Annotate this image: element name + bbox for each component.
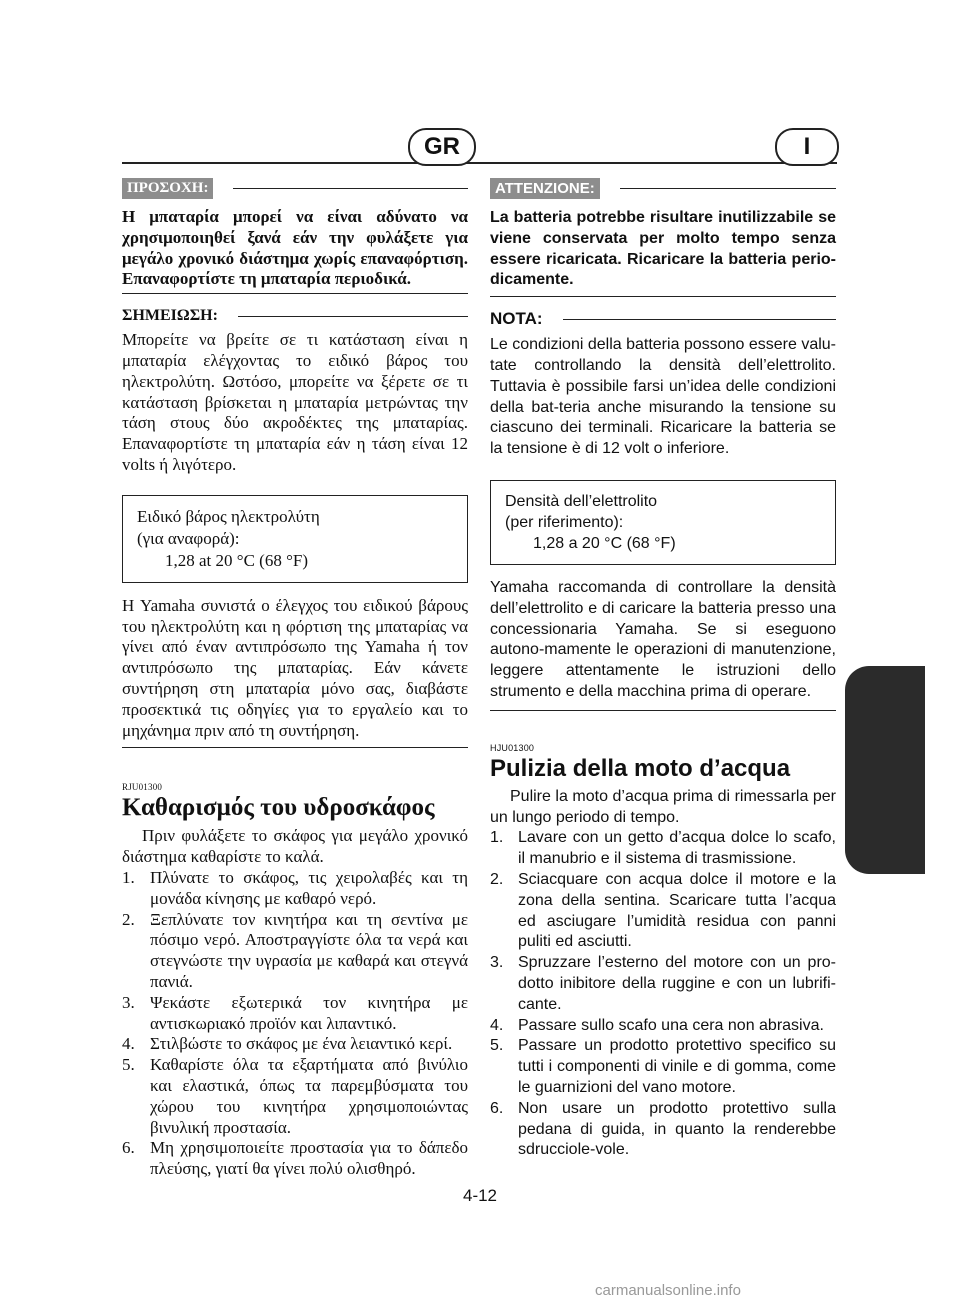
list-item: 3. Spruzzare l’esterno del motore con un pro-dotto inibitore della ruggine e con un lubrifi-cante. xyxy=(490,954,836,1013)
note-text: Le condizioni della batteria possono essere valu-tate controllando la densità dell’elettrolito. Tuttavia è possibile farsi un’idea delle condizioni della bat-teria anche misurando la tensione su ciascuno dei terminali. Ricaricare la batteria se la tensione è di 12 volt o inferiore. xyxy=(490,336,836,458)
divider xyxy=(490,710,836,711)
italian-column xyxy=(490,178,836,1161)
list-item: 4. Passare sullo scafo una cera non abrasiva. xyxy=(490,1016,824,1034)
section-title: Pulizia della moto d’acqua xyxy=(490,754,791,782)
greek-column xyxy=(122,178,468,1180)
recommendation-text: Yamaha raccomanda di controllare la densità dell’elettrolito e di caricare la batteria presso una concessionaria Yamaha. Se si eseguono autono-mamente le operazioni di manutenzione, leggere attentamente le istruzioni dello strumento e della macchina prima di operare. xyxy=(490,578,836,700)
list-item: 5. Καθαρίστε όλα τα εξαρτήματα από βινύλιο και ελαστικά, όπως τα παρεμβύσματα του χώρου του κινητήρα χρησιμοποιώντας βινυλική προστασία. xyxy=(122,1055,468,1137)
caution-header xyxy=(490,178,836,199)
spec-box xyxy=(122,495,468,583)
divider xyxy=(122,747,468,748)
spec-value: 1,28 at 20 °C (68 °F) xyxy=(165,550,308,570)
caution-text: La batteria potrebbe risultare inutilizzabile se viene conservata per molto tempo senza essere ricaricata. Ricaricare la batteria perio-dicamente. xyxy=(490,209,836,289)
caution-header xyxy=(122,178,468,199)
section-intro: Πριν φυλάξετε το σκάφος για μεγάλο χρονικό διάστημα καθαρίστε το καλά. xyxy=(122,826,468,867)
list-item: 3. Ψεκάστε εξωτερικά τον κινητήρα με αντισκωριακό προϊόν και λιπαντικό. xyxy=(122,992,468,1033)
spec-line: (για αναφορά): xyxy=(137,528,240,548)
caution-text: Η μπαταρία μπορεί να είναι αδύνατο να χρησιμοποιηθεί ξανά εάν την φυλάξετε για μεγάλο χρονικό διάστημα χωρίς επαναφόρτιση. Επαναφορτίστε τη μπαταρία περιοδικά. xyxy=(122,207,468,289)
note-text: Μπορείτε να βρείτε σε τι κατάσταση είναι η μπαταρία ελέγχοντας το ειδικό βάρος του ηλεκτρολύτη. Ωστόσο, μπορείτε να ξέρετε σε τι κατάσταση βρίσκεται η μπαταρία μετρώντας την τάση στους δύο ακροδέκτες της μπαταρίας. Επαναφορτίστε τη μπαταρία εάν η τάση είναι 12 volts ή λιγότερο. xyxy=(122,330,468,474)
recommendation-text: Η Yamaha συνιστά ο έλεγχος του ειδικού βάρους του ηλεκτρολύτη και η φόρτιση της μπαταρίας να γίνει από έναν αντιπρόσωπο της Yamaha ή τον αντιπρόσωπο της μπαταρίας. Εάν κάνετε συντήρηση στη μπαταρία μόνο σας, διαβάστε προσεκτικά τις οδηγίες για το εργαλείο και το μηχάνημα πριν από τη συντήρηση. xyxy=(122,595,468,740)
note-header xyxy=(122,307,468,325)
header-rule xyxy=(122,162,837,164)
spec-box xyxy=(490,480,836,565)
spec-value: 1,28 a 20 °C (68 °F) xyxy=(533,534,676,552)
caution-label: ATTENZIONE: xyxy=(490,178,600,199)
list-item: 1. Πλύνατε το σκάφος, τις χειρολαβές και τη μονάδα κίνησης με καθαρό νερό. xyxy=(122,867,468,908)
list-item: 2. Ξεπλύνατε τον κινητήρα και τη σεντίνα με πόσιμο νερό. Αποστραγγίστε όλα τα νερά και στεγνώστε την υγρασία με καθαρά και στεγνά πανιά. xyxy=(122,909,468,991)
list-item: 1. Lavare con un getto d’acqua dolce lo scafo, il manubrio e il sistema di trasmissione. xyxy=(490,829,836,868)
spec-line: Densità dell’elettrolito xyxy=(505,492,658,510)
note-header xyxy=(490,309,836,329)
cleaning-steps xyxy=(122,868,468,1180)
section-title: Καθαρισμός του υδροσκάφος xyxy=(122,794,435,822)
list-item: 6. Μη χρησιμοποιείτε προστασία για το δάπεδο πλεύσης, γιατί θα γίνει πολύ ολισθηρό. xyxy=(122,1138,468,1179)
section-intro: Pulire la moto d’acqua prima di rimessarla per un lungo periodo di tempo. xyxy=(490,787,836,826)
note-label: ΣΗΜΕΙΩΣΗ: xyxy=(122,307,218,325)
list-item: 6. Non usare un prodotto protettivo sulla pedana di guida, in quanto la renderebbe sdrucciole-vole. xyxy=(490,1099,836,1159)
divider xyxy=(238,316,468,317)
divider xyxy=(620,188,836,189)
list-item: 2. Sciacquare con acqua dolce il motore e la zona della sentina. Scaricare tutta l’acqua ed asciugare l’umidità residua con panni puliti ed asciutti. xyxy=(490,870,836,951)
note-label: NOTA: xyxy=(490,309,543,329)
divider xyxy=(563,319,836,320)
list-item: 4. Στιλβώστε το σκάφος με ένα λειαντικό κερί. xyxy=(122,1034,453,1054)
list-item: 5. Passare un prodotto protettivo specifico su tutti i componenti di vinile e di gomma, come le guarnizioni del vano motore. xyxy=(490,1037,836,1096)
language-badge-greek: GR xyxy=(408,128,476,166)
chapter-thumb-tab xyxy=(845,666,925,874)
section-code: HJU01300 xyxy=(490,742,535,753)
page-number: 4-12 xyxy=(462,1186,498,1205)
divider xyxy=(122,293,468,294)
divider xyxy=(233,188,468,189)
spec-line: (per riferimento): xyxy=(505,513,624,531)
section-code: RJU01300 xyxy=(122,782,163,793)
divider xyxy=(490,296,836,297)
language-badge-italian: I xyxy=(775,128,839,166)
watermark[interactable]: carmanualsonline.info xyxy=(595,1282,741,1299)
cleaning-steps xyxy=(490,828,836,1161)
caution-label: ΠΡΟΣΟΧΗ: xyxy=(122,178,213,199)
spec-line: Ειδικό βάρος ηλεκτρολύτη xyxy=(137,506,320,526)
